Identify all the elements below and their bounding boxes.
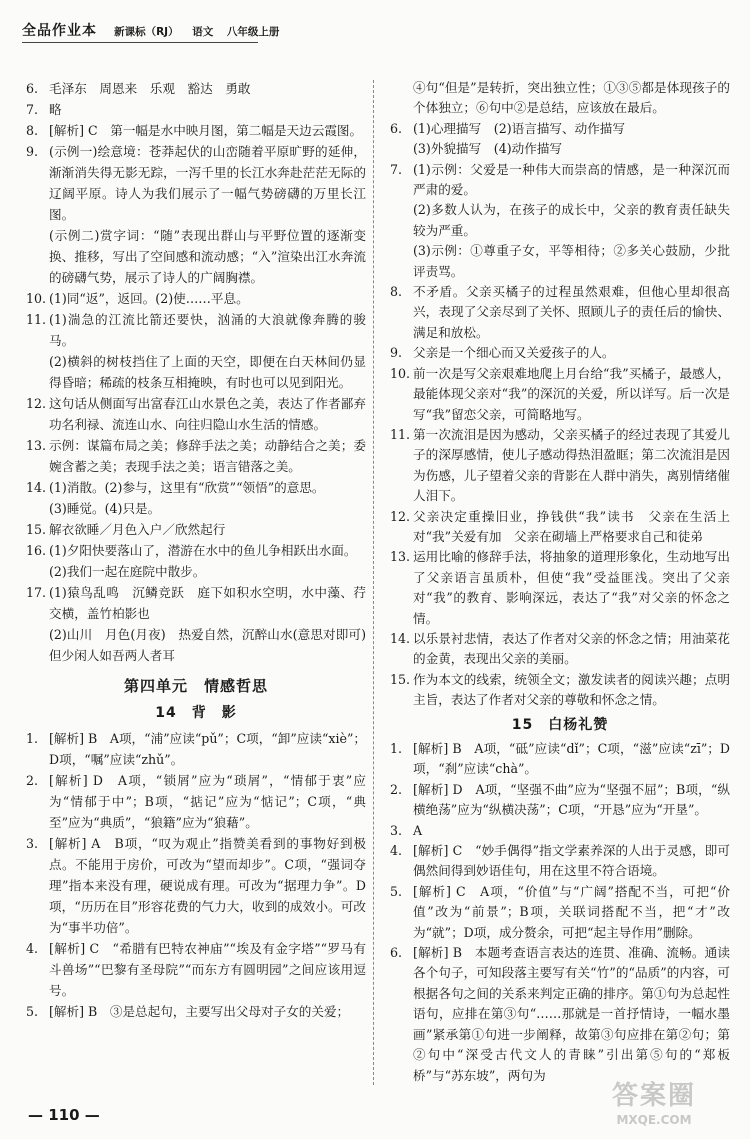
answer-item bbox=[26, 1001, 366, 1022]
column-divider bbox=[373, 80, 374, 1085]
answer-item bbox=[390, 821, 730, 841]
answer-item bbox=[390, 282, 730, 343]
item-text: [解析] C 第一幅是水中映月图，第二幅是天边云霞图。 bbox=[49, 123, 363, 138]
left-column bbox=[26, 78, 379, 1022]
item-text: 毛泽东 周恩来 乐观 豁达 勇敢 bbox=[49, 81, 251, 96]
answer-item bbox=[390, 739, 730, 780]
item-number: 1. bbox=[390, 741, 403, 756]
item-text: 父亲决定重操旧业，挣钱供“我”读书 父亲在生活上对“我”关爱有加 父亲在砌墙上严格要求自己和徒弟 bbox=[413, 508, 730, 544]
item-text: (1)夕阳快要落山了，潜游在水中的鱼儿争相跃出水面。 bbox=[49, 543, 357, 558]
item-number: 9. bbox=[26, 144, 39, 159]
item-text: [解析] C “妙手偶得”指文学素养深的人出于灵感，即可偶然间得到妙语佳句，用在这里不符合语境。 bbox=[413, 843, 730, 879]
item-number: 13. bbox=[390, 549, 411, 565]
item-number: 12. bbox=[26, 396, 47, 411]
grade-label: 八年级上册 bbox=[226, 26, 280, 38]
item-text: [解析] D A项，“锁屑”应为“琐屑”，“情郁于衷”应为“情郁于中”；B项，“掂记”应为“惦记”；C项，“典至”应为“典质”，“狼籍”应为“狼藉”。 bbox=[49, 773, 366, 830]
answer-item bbox=[26, 288, 366, 309]
item-number: 9. bbox=[390, 345, 403, 361]
answer-item bbox=[26, 435, 366, 477]
answer-item bbox=[390, 507, 730, 548]
item-number: 16. bbox=[26, 543, 47, 558]
answer-item bbox=[390, 841, 730, 882]
item-number: 2. bbox=[390, 781, 403, 797]
item-text: 前一次是写父亲艰难地爬上月台给“我”买橘子，最感人，最能体现父亲对“我”的深沉的关爱，所以详写。后一次是写“我”留恋父亲，可简略地写。 bbox=[413, 365, 730, 422]
item-number: 6. bbox=[26, 81, 39, 96]
edition-label: 新课标（RJ） bbox=[114, 26, 179, 38]
page-header bbox=[22, 20, 722, 40]
header-rule bbox=[22, 42, 258, 43]
answer-item bbox=[26, 540, 366, 561]
item-text: [解析] C “希腊有巴特农神庙”“埃及有金字塔”“罗马有斗兽场”“巴黎有圣母院”“而东方有圆明园”之间应该用逗号。 bbox=[49, 941, 366, 998]
item-number: 3. bbox=[390, 822, 403, 838]
unit-heading: 第四单元 情感哲思 bbox=[123, 677, 268, 695]
item-continuation: (3)外貌描写 (4)动作描写 bbox=[413, 141, 563, 157]
book-title: 全品作业本 bbox=[22, 23, 97, 39]
item-number: 13. bbox=[26, 438, 47, 453]
item-continuation: (2)横斜的树枝挡住了上面的天空，即便在白天林间仍显得昏暗；稀疏的枝条互相掩映，有时也可以见到阳光。 bbox=[49, 354, 366, 390]
item-number: 3. bbox=[26, 836, 39, 851]
item-text: (1)猿鸟乱鸣 沉鳞竞跃 庭下如积水空明，水中藻、荇交横，盖竹柏影也 bbox=[49, 585, 366, 621]
item-number: 5. bbox=[26, 1004, 39, 1019]
answer-item bbox=[26, 833, 366, 938]
lesson-heading: 15 白杨礼赞 bbox=[511, 716, 609, 733]
answer-item bbox=[390, 670, 730, 711]
answer-item bbox=[390, 425, 730, 507]
answer-item bbox=[26, 770, 366, 833]
item-number: 7. bbox=[26, 102, 39, 117]
item-number: 8. bbox=[390, 284, 403, 300]
item-continuation: (2)多数人认为，在孩子的成长中，父亲的教育责任缺失较为严重。 bbox=[413, 202, 730, 238]
item-text: [解析] B A项，“浦”应读“pǔ”；C项，“卸”应读“xiè”；D项，“嘱”应读“zhǔ”。 bbox=[49, 731, 366, 767]
answer-item bbox=[390, 943, 730, 1086]
answer-item bbox=[390, 364, 730, 425]
item-text: [解析] B ③是总起句，主要写出父母对子女的关爱； bbox=[49, 1004, 350, 1019]
item-text: (1)湍急的江流比箭还要快，汹涌的大浪就像奔腾的骏马。 bbox=[49, 312, 366, 348]
item-number: 8. bbox=[26, 123, 39, 138]
item-number: 10. bbox=[390, 365, 411, 381]
item-continuation: (2)我们一起在庭院中散步。 bbox=[49, 564, 206, 579]
item-text: (1)示例：父爱是一种伟大而崇高的情感，是一种深沉而严肃的爱。 bbox=[413, 161, 730, 198]
item-text: [解析] C A项，“价值”与“广阔”搭配不当，可把“价值”改为“前景”；B项，关联词搭配不当，把“才”改为“就”；D项，成分赘余，可把“起主导作用”删除。 bbox=[413, 883, 730, 940]
item-number: 11. bbox=[26, 312, 47, 327]
item-number: 2. bbox=[26, 773, 39, 788]
item-number: 17. bbox=[26, 585, 47, 600]
item-text: 父亲是一个细心而又关爱孩子的人。 bbox=[413, 345, 615, 361]
item-continuation: (3)睡觉。(4)只是。 bbox=[49, 501, 161, 516]
item-text: 示例：谋篇布局之美；修辞手法之美；动静结合之美；委婉含蓄之美；表现手法之美；语言错落之美。 bbox=[49, 438, 366, 474]
item-number: 12. bbox=[390, 508, 411, 524]
item-continuation: (2)山川 月色(月夜) 热爱自然，沉醉山水(意思对即可) 但少闲人如吾两人者耳 bbox=[49, 627, 379, 663]
item-text: 作为本文的线索，统领全文；激发读者的阅读兴趣；点明主旨，表达了作者对父亲的尊敬和怀念之情。 bbox=[413, 671, 730, 708]
watermark-url: MXQE.COM bbox=[616, 1113, 692, 1127]
item-text: 运用比喻的修辞手法，将抽象的道理形象化，生动地写出了父亲语言虽质朴，但使“我”受益匪浅。突出了父亲对“我”的教育、影响深远，表达了“我”对父亲的怀念之情。 bbox=[413, 549, 730, 626]
subject-label: 语文 bbox=[192, 26, 214, 38]
item-number: 4. bbox=[390, 843, 403, 859]
item-text: 以乐景衬悲情，表达了作者对父亲的怀念之情；用油菜花的金黄，表现出父亲的美丽。 bbox=[413, 630, 730, 667]
answer-item bbox=[26, 393, 366, 435]
item-text: 不矛盾。父亲买橘子的过程虽然艰难，但他心里却很高兴，表现了父亲尽到了关怀、照顾儿子的责任后的愉快、满足和放松。 bbox=[413, 284, 730, 340]
item-number: 6. bbox=[390, 945, 403, 961]
item-continuation: ④句“但是”是转折，突出独立性；①③⑤都是体现孩子的个体独立；⑥句中②是总结，应该放在最后。 bbox=[413, 80, 730, 116]
item-text: [解析] A B项，“叹为观止”指赞美看到的事物好到极点。不能用于房价，可改为“望而却步”。C项，“强词夺理”指本来没有理，硬说成有理。可改为“据理力争”。D项，“历历在目”形容花费的气力大，收到的成效小。可改为“事半功倍”。 bbox=[49, 836, 366, 935]
answer-item bbox=[26, 582, 366, 624]
item-number: 1. bbox=[26, 731, 39, 746]
item-number: 5. bbox=[390, 883, 403, 899]
answer-item bbox=[26, 519, 366, 540]
page-footer: — 110 — bbox=[28, 1106, 100, 1124]
lesson-heading: 14 背 影 bbox=[155, 705, 237, 721]
item-text: 解衣欲睡／月色入户／欣然起行 bbox=[49, 522, 226, 537]
item-number: 4. bbox=[26, 941, 39, 956]
item-number: 7. bbox=[390, 161, 403, 177]
answer-item bbox=[390, 119, 730, 139]
item-number: 15. bbox=[26, 522, 47, 537]
item-number: 15. bbox=[390, 671, 411, 687]
item-number: 14. bbox=[390, 630, 411, 646]
item-text: [解析] B 本题考查语言表达的连贯、准确、流畅。通读各个句子，可知段落主要写有关“竹”的“品质”的内容，可根据各句之间的关系来判定正确的排序。第①句为总起性语句，应排在第③句“……那就是一首抒情诗，一幅水墨画”紧承第①句进一步阐释，故第③句应排在第②句；第②句中“深受古代文人的青睐”引出第⑤句的“郑板桥”与“苏东坡”，两句为 bbox=[413, 945, 730, 1083]
right-column bbox=[390, 78, 730, 1086]
item-text: (示例一)绘意境：苍莽起伏的山峦随着平原旷野的延伸，渐渐消失得无影无踪，一泻千里的长江水奔赴茫茫无际的辽阔平原。诗人为我们展示了一幅气势磅礴的万里长江图。 bbox=[49, 144, 366, 222]
item-number: 11. bbox=[390, 426, 411, 442]
item-text: (1)消散。(2)参与，这里有“欣赏”“领悟”的意思。 bbox=[49, 480, 325, 495]
answer-item bbox=[26, 78, 366, 99]
watermark-text: 答案圈 bbox=[612, 1081, 697, 1111]
answer-item bbox=[390, 343, 730, 363]
item-number: 6. bbox=[390, 120, 403, 136]
item-text: [解析] D A项，“坚强不曲”应为“坚强不屈”；B项，“纵横绝荡”应为“纵横决荡”；C项，“开恳”应为“开垦”。 bbox=[413, 781, 730, 818]
item-text: 第一次流泪是因为感动，父亲买橘子的经过表现了其爱儿子的深厚感情，使儿子感动得热泪盈眶；第二次流泪是因为伤感，儿子望着父亲的背影在人群中消失，离别情绪催人泪下。 bbox=[413, 426, 730, 504]
answer-item bbox=[390, 547, 730, 629]
item-text: A bbox=[413, 822, 423, 838]
watermark-logo bbox=[612, 1080, 696, 1128]
answer-item bbox=[390, 882, 730, 943]
item-text: 略 bbox=[49, 102, 62, 117]
answer-item bbox=[390, 629, 730, 670]
answer-item bbox=[26, 477, 366, 498]
page-number: 110 bbox=[48, 1106, 80, 1124]
answer-item bbox=[390, 780, 730, 821]
item-text: 这句话从侧面写出富春江山水景色之美，表达了作者鄙弃功名利禄、流连山水、向往归隐山水生活的情感。 bbox=[49, 396, 366, 432]
answer-item bbox=[26, 141, 366, 225]
item-text: (1)心理描写 (2)语言描写、动作描写 bbox=[413, 120, 625, 136]
item-number: 14. bbox=[26, 480, 47, 495]
item-continuation: (示例二)赏字词：“随”表现出群山与平野位置的逐渐变换、推移，写出了空间感和流动感；“入”渲染出江水奔流的磅礴气势，展示了诗人的广阔胸襟。 bbox=[49, 228, 366, 285]
item-text: (1)同“返”，返回。(2)使……平息。 bbox=[49, 291, 249, 306]
answer-item bbox=[390, 160, 730, 201]
answer-item bbox=[26, 938, 366, 1001]
answer-item bbox=[26, 99, 366, 120]
answer-item bbox=[26, 120, 366, 141]
header-meta bbox=[114, 26, 289, 38]
item-number: 10. bbox=[26, 291, 47, 306]
answer-item bbox=[26, 309, 366, 351]
item-text: [解析] B A项，“砥”应读“dǐ”；C项，“滋”应读“zī”；D项，“刹”应读“chà”。 bbox=[413, 741, 730, 777]
answer-item bbox=[26, 728, 366, 770]
item-continuation: (3)示例：①尊重子女，平等相待；②多关心鼓励，少批评责骂。 bbox=[413, 243, 730, 279]
